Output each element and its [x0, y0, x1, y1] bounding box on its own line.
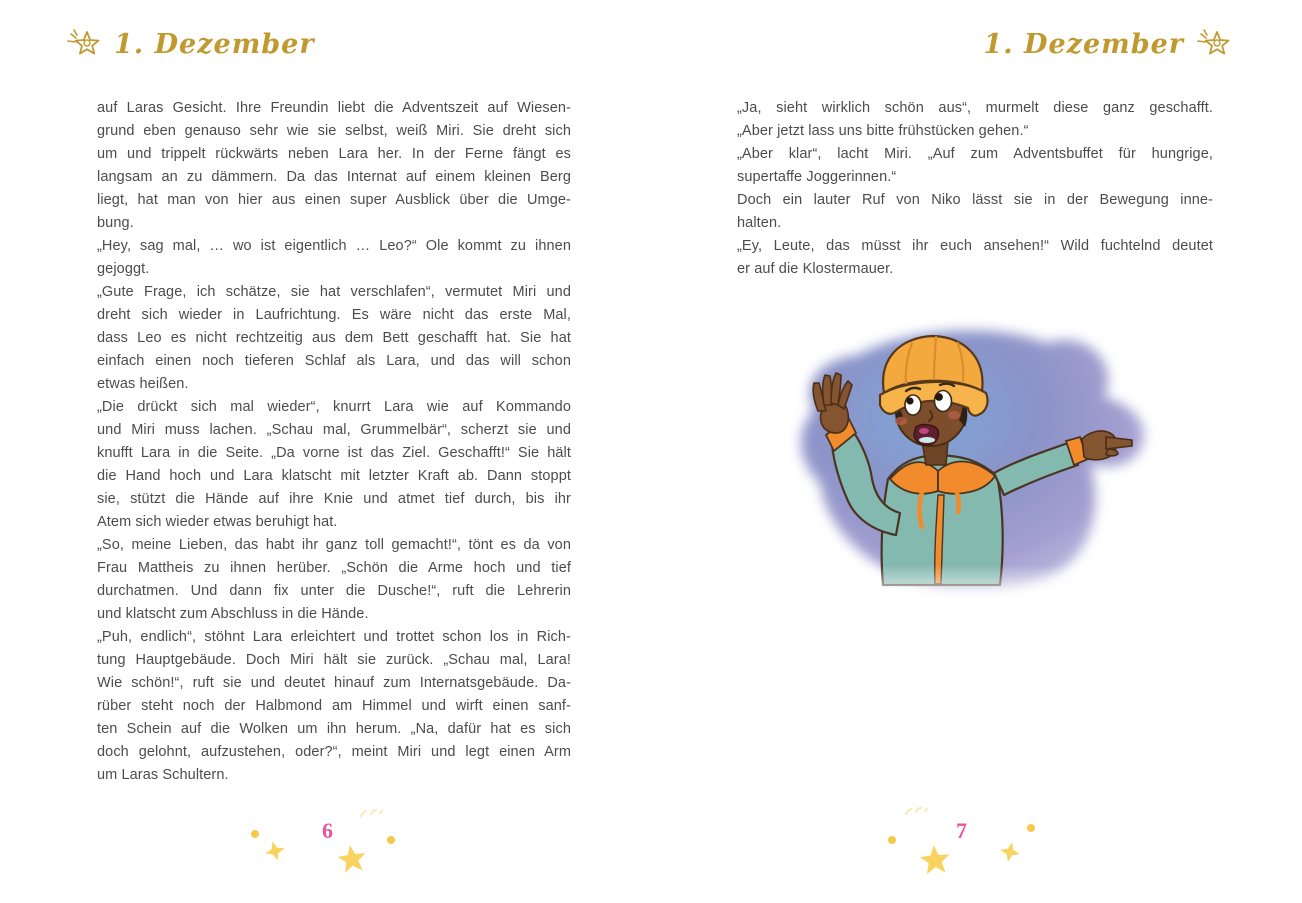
- text-line: gejoggt.: [97, 261, 150, 277]
- text-line: rüber steht noch der Halbmond am Himmel und wirft einen sanf-: [97, 698, 571, 714]
- gold-dot: [1026, 823, 1036, 833]
- big-star-icon: [334, 841, 370, 877]
- left-page-text: [97, 97, 571, 787]
- big-star-icon: [917, 842, 954, 879]
- text-line: sie, stützt die Hände auf ihre Knie und atmet tief durch, bis ihr: [97, 491, 571, 507]
- sparkle-star-icon: [262, 838, 289, 865]
- text-line: um und trippelt rückwärts neben Lara her. In der Ferne fängt es: [97, 146, 571, 162]
- text-line: um Laras Schultern.: [97, 767, 229, 783]
- text-line: dass Leo es nicht rechtzeitig aus dem Bett geschafft hat. Sie hat: [97, 330, 571, 346]
- faint-sparkle-marks: [903, 806, 929, 818]
- text-line: „Ja, sieht wirklich schön aus“, murmelt diese ganz geschafft.: [737, 100, 1213, 116]
- text-line: „So, meine Lieben, das habt ihr ganz toll gemacht!“, tönt es da von: [97, 537, 571, 553]
- niko-pointing-illustration: [788, 313, 1212, 605]
- text-line: „Hey, sag mal, … wo ist eigentlich … Leo?“ Ole kommt zu ihnen: [97, 238, 571, 254]
- text-line: dreht sich wieder in Laufrichtung. Es wäre nicht das erste Mal,: [97, 307, 571, 323]
- star-doodle-icon: [1196, 28, 1232, 60]
- text-line: Doch ein lauter Ruf von Niko lässt sie in der Bewegung inne-: [737, 192, 1213, 208]
- text-line: die Hand hoch und Lara klatscht mit letzter Kraft ab. Dann stoppt: [97, 468, 571, 484]
- right-page-text: [737, 97, 1213, 281]
- text-line: ten Schein auf die Wolken um ihn herum. „Na, dafür hat es sich: [97, 721, 571, 737]
- text-line: durchatmen. Und dann fix unter die Dusche!“, ruft die Lehrerin: [97, 583, 571, 599]
- text-line: supertaffe Joggerinnen.“: [737, 169, 897, 185]
- text-line: Atem sich wieder etwas beruhigt hat.: [97, 514, 338, 530]
- text-line: „Ey, Leute, das müsst ihr euch ansehen!“ Wild fuchtelnd deutet: [737, 238, 1213, 254]
- text-line: tung Hauptgebäude. Doch Miri hält sie zurück. „Schau mal, Lara!: [97, 652, 571, 668]
- text-line: einfach einen noch tieferen Schlaf als Lara, und das will schon: [97, 353, 571, 369]
- text-line: „Aber klar“, lacht Miri. „Auf zum Adventsbuffet für hungrige,: [737, 146, 1213, 162]
- text-line: und klatscht zum Abschluss in die Hände.: [97, 606, 369, 622]
- text-line: Frau Mattheis zu ihnen herüber. „Schön die Arme hoch und tief: [97, 560, 571, 576]
- text-line: „Die drückt sich mal wieder“, knurrt Lara wie auf Kommando: [97, 399, 571, 415]
- faint-sparkle-marks: [358, 808, 384, 820]
- text-line: „Gute Frage, ich schätze, sie hat verschlafen“, vermutet Miri und: [97, 284, 571, 300]
- text-line: liegt, hat man von hier aus einen super Ausblick über die Umge-: [97, 192, 571, 208]
- chapter-header-left: [66, 28, 315, 60]
- page-number-left: 6: [322, 818, 333, 843]
- sparkle-star-icon: [997, 839, 1023, 865]
- star-doodle-icon: [66, 28, 102, 60]
- text-line: doch gelohnt, aufzustehen, oder?“, meint Miri und legt einen Arm: [97, 744, 571, 760]
- text-line: er auf die Klostermauer.: [737, 261, 894, 277]
- text-line: und Miri muss lachen. „Schau mal, Grummelbär“, scherzt sie und: [97, 422, 571, 438]
- chapter-title: 1. Dezember: [983, 28, 1184, 60]
- text-line: halten.: [737, 215, 782, 231]
- text-line: langsam an zu dämmern. Da das Internat auf einem kleinen Berg: [97, 169, 571, 185]
- text-line: bung.: [97, 215, 134, 231]
- chapter-title: 1. Dezember: [114, 28, 315, 60]
- text-line: knufft Lara in die Seite. „Da vorne ist das Ziel. Geschafft!“ Sie hält: [97, 445, 571, 461]
- page-number-right: 7: [956, 818, 967, 843]
- chapter-header-right: [983, 28, 1232, 60]
- gold-dot: [250, 829, 260, 839]
- text-line: „Puh, endlich“, stöhnt Lara erleichtert und trottet schon los in Rich-: [97, 629, 571, 645]
- text-line: Wie schön!“, ruft sie und deutet hinauf zum Internatsgebäude. Da-: [97, 675, 571, 691]
- text-line: grund eben genauso sehr wie sie selbst, weiß Miri. Sie dreht sich: [97, 123, 571, 139]
- text-line: auf Laras Gesicht. Ihre Freundin liebt die Adventszeit auf Wiesen-: [97, 100, 571, 116]
- text-line: „Aber jetzt lass uns bitte frühstücken gehen.“: [737, 123, 1029, 139]
- text-line: etwas heißen.: [97, 376, 189, 392]
- gold-dot: [887, 835, 897, 845]
- gold-dot: [386, 835, 396, 845]
